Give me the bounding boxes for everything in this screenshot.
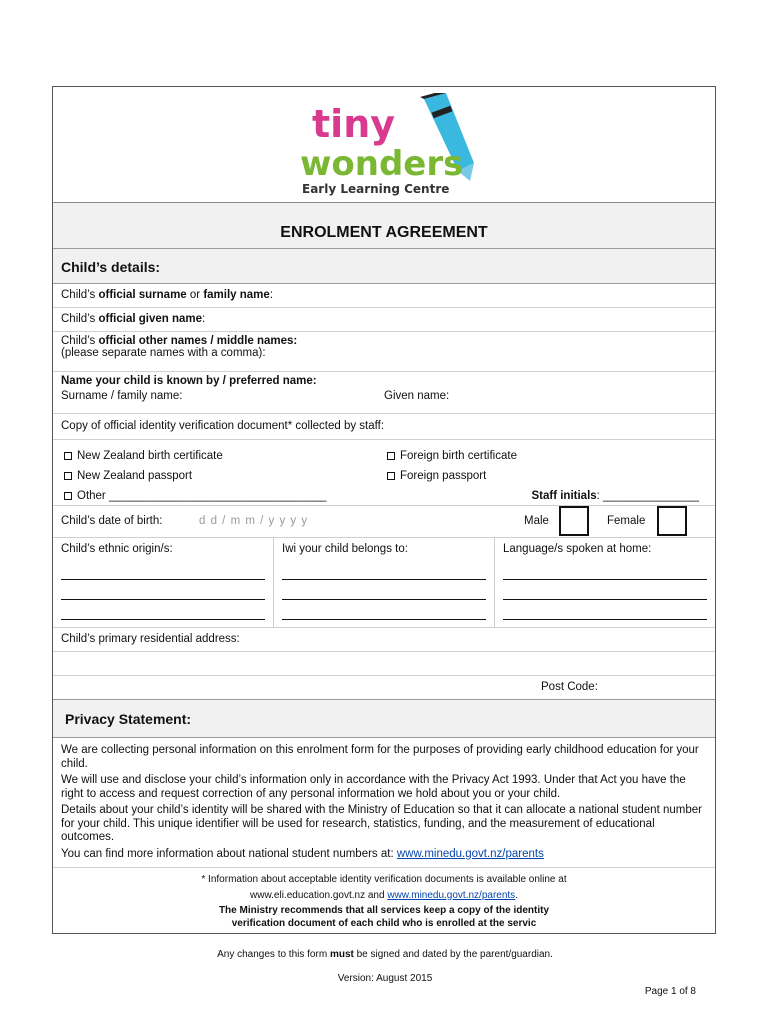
foreign-passport-label: Foreign passport [400, 470, 487, 482]
id-doc-options [53, 440, 715, 506]
male-label: Male [524, 515, 549, 527]
minedu-parents-link[interactable]: www.minedu.govt.nz/parents [396, 847, 544, 860]
checkbox-icon[interactable] [387, 472, 395, 480]
dob-input[interactable]: d d / m m / y y y y [199, 515, 309, 527]
staff-initials[interactable] [531, 486, 699, 506]
given-label-suffix: : [202, 313, 206, 325]
logo-subtitle: Early Learning Centre [302, 182, 450, 196]
ethnic-label: Child’s ethnic origin/s: [61, 543, 173, 555]
note-line2 [53, 890, 715, 903]
other-names-row[interactable] [53, 332, 715, 372]
postcode-row[interactable] [53, 676, 715, 700]
note2-end: . [515, 889, 518, 901]
note-line1: * Information about acceptable identity verification documents is available online at [201, 874, 567, 885]
staff-initials-label: Staff initials [531, 490, 597, 502]
changes-pre: Any changes to this form [217, 949, 330, 960]
logo-line1: tiny [312, 102, 396, 146]
checkbox-icon[interactable] [387, 452, 395, 460]
blank-line [503, 619, 707, 620]
blank-line [282, 619, 486, 620]
known-as-row[interactable] [53, 372, 715, 414]
changes-notice [0, 949, 770, 960]
language-label: Language/s spoken at home: [503, 543, 652, 555]
known-surname-label: Surname / family name: [61, 390, 183, 402]
female-label: Female [607, 515, 646, 527]
privacy-heading: Privacy Statement: [53, 700, 715, 738]
given-label: Child’s [61, 313, 99, 325]
privacy-p4 [61, 848, 707, 862]
dob-label: Child’s date of birth: [61, 515, 163, 527]
nz-birth-label: New Zealand birth certificate [77, 450, 223, 462]
privacy-p4-text: You can find more information about national student numbers at: [61, 847, 397, 860]
nz-birth-option[interactable] [61, 450, 223, 462]
blank-line [503, 599, 707, 600]
known-as-label: Name your child is known by / preferred name: [61, 375, 317, 387]
changes-bold: must [329, 949, 354, 960]
blank-line [61, 579, 265, 580]
foreign-birth-label: Foreign birth certificate [400, 450, 517, 462]
surname-label-suffix: : [269, 289, 274, 301]
ethnic-origin-field[interactable] [53, 538, 274, 627]
blank-line [61, 599, 265, 600]
checkbox-icon[interactable] [64, 452, 72, 460]
checkbox-icon[interactable] [64, 492, 72, 500]
logo-line2: wonders [300, 144, 464, 184]
surname-label: Child’s [61, 289, 99, 301]
note-line4: verification document of each child who is enrolled at the servic [231, 917, 537, 929]
iwi-field[interactable] [274, 538, 495, 627]
page-number: Page 1 of 8 [644, 986, 696, 997]
address-row[interactable] [53, 628, 715, 652]
nz-passport-option[interactable] [61, 470, 192, 482]
other-option[interactable] [61, 490, 326, 502]
other-names-label: Child’s [61, 335, 99, 347]
surname-row[interactable] [53, 284, 715, 308]
form-title: ENROLMENT AGREEMENT [53, 203, 715, 249]
surname-label-bold: official surname [98, 289, 187, 301]
blank-line [282, 599, 486, 600]
language-field[interactable] [495, 538, 715, 627]
privacy-p3: Details about your child’s identity will be shared with the Ministry of Education so that it can allocate a national student number for your child. This unique identifier will be used for research, statistics, funding, and the measurement of educational outcomes. [61, 804, 702, 843]
tiny-wonders-logo [296, 93, 526, 199]
logo-area [53, 87, 715, 203]
nz-passport-label: New Zealand passport [77, 470, 193, 482]
changes-post: be signed and dated by the parent/guardian. [353, 949, 553, 960]
staff-initials-line: : _______________ [596, 490, 699, 502]
privacy-p1: We are collecting personal information on this enrolment form for the purposes of providing early childhood education for your child. [61, 744, 699, 770]
enrolment-form [52, 86, 716, 934]
postcode-label: Post Code: [541, 681, 598, 693]
address-label: Child’s primary residential address: [61, 633, 240, 645]
blank-line [61, 619, 265, 620]
identity-note [53, 867, 715, 930]
known-given-label: Given name: [384, 390, 450, 402]
given-label-bold: official given name [98, 313, 203, 325]
blank-line [282, 579, 486, 580]
foreign-birth-option[interactable] [384, 446, 517, 466]
other-option-label: Other __________________________________ [77, 490, 327, 502]
version-label: Version: August 2015 [337, 973, 433, 984]
childs-details-heading: Child’s details: [53, 249, 715, 284]
surname-label-bold2: family name [203, 289, 270, 301]
dob-gender-row [53, 506, 715, 538]
iwi-label: Iwi your child belongs to: [282, 543, 408, 555]
note2-text: www.eli.education.govt.nz and [250, 889, 388, 901]
id-doc-label: Copy of official identity verification document* collected by staff: [53, 414, 715, 440]
minedu-parents-link-2[interactable]: www.minedu.govt.nz/parents [387, 889, 516, 901]
foreign-passport-option[interactable] [384, 466, 486, 486]
other-names-note: (please separate names with a comma): [61, 347, 266, 359]
privacy-p2: We will use and disclose your child’s information only in accordance with the Privacy Act 1993. Under that Act you have the right to access and request correction of any personal information we hold about you or your child. [61, 774, 686, 800]
female-checkbox[interactable] [657, 506, 687, 536]
note-line3: The Ministry recommends that all services keep a copy of the identity [218, 905, 550, 916]
male-checkbox[interactable] [559, 506, 589, 536]
other-names-label-bold: official other names / middle names: [98, 335, 298, 347]
address-line-2[interactable] [53, 652, 715, 676]
blank-line [503, 579, 707, 580]
privacy-statement [53, 738, 715, 861]
ethnic-iwi-language-row [53, 538, 715, 628]
checkbox-icon[interactable] [64, 472, 72, 480]
given-name-row[interactable] [53, 308, 715, 332]
surname-label-mid: or [186, 289, 204, 301]
